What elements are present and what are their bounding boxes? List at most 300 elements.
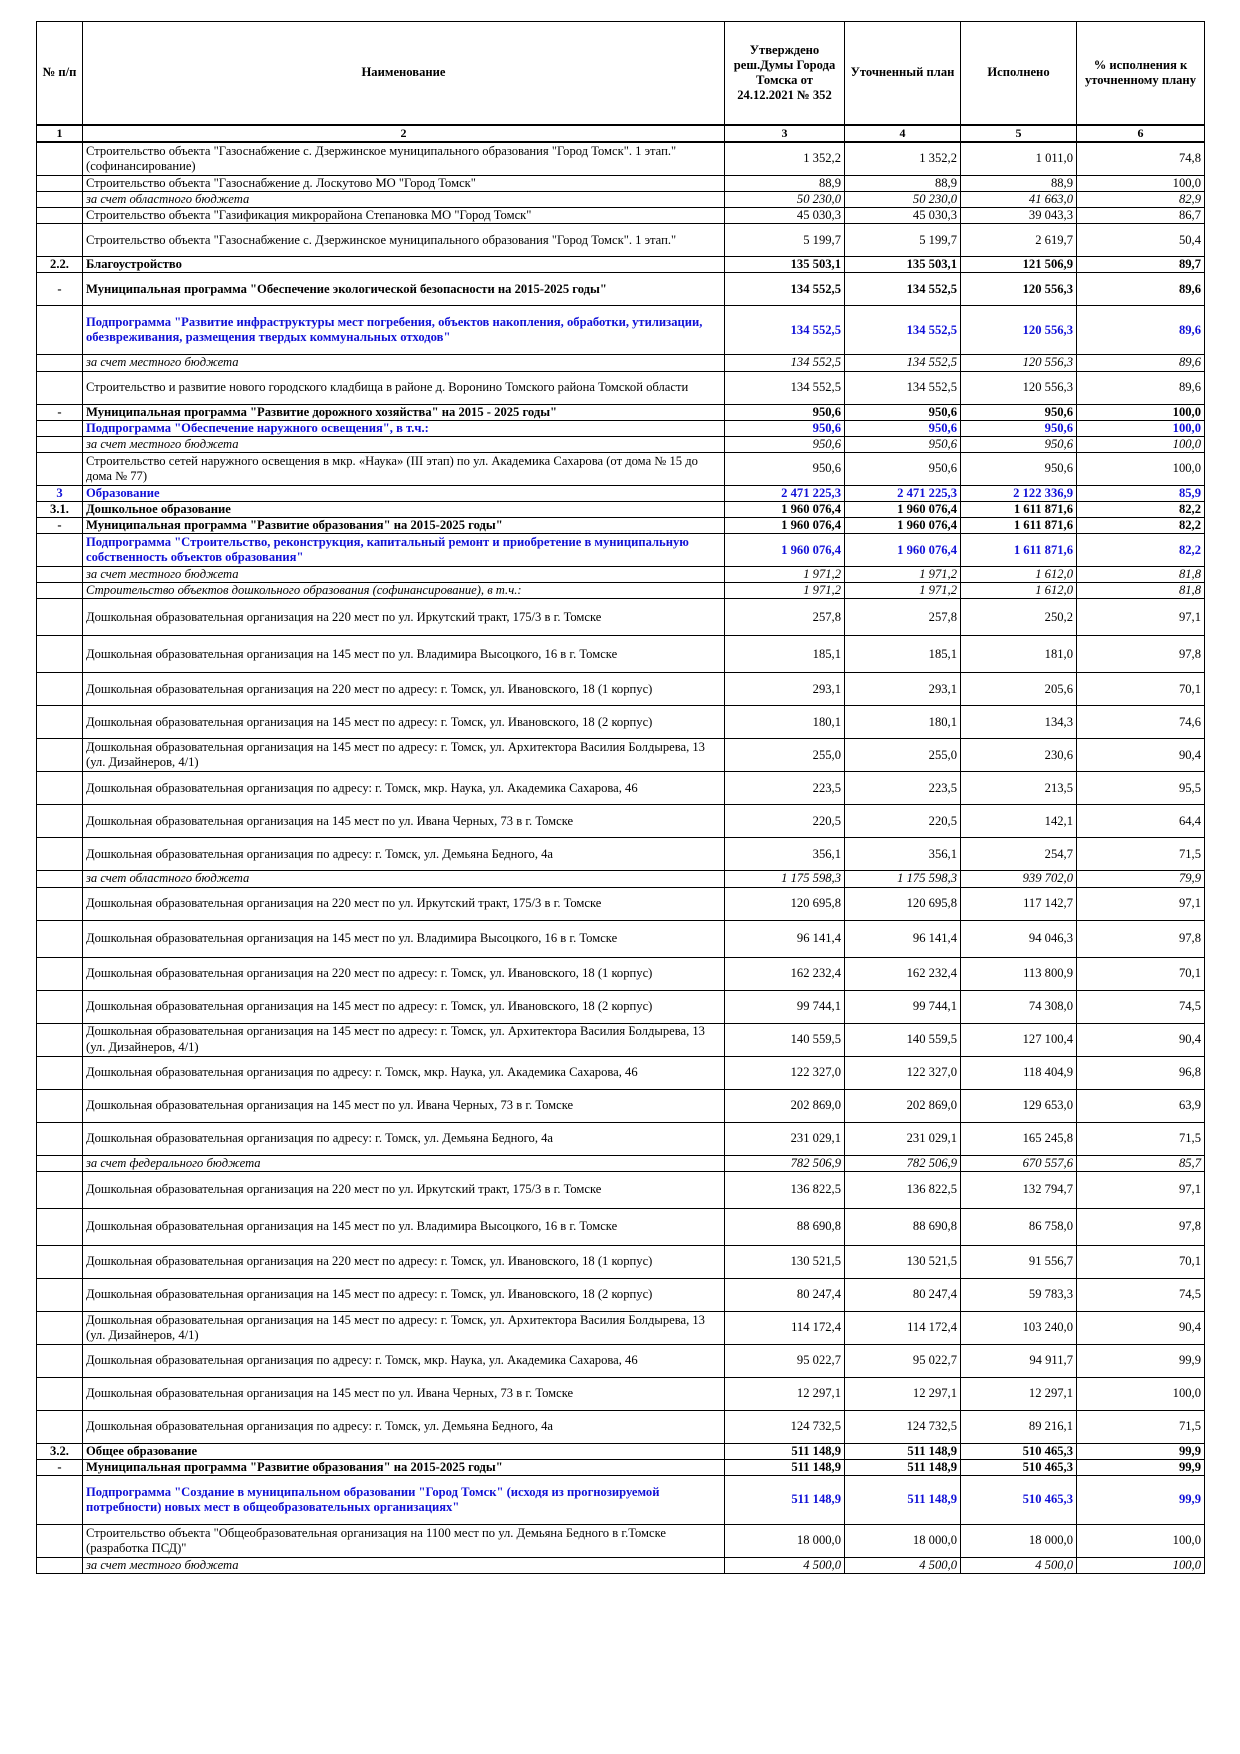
row-percent: 89,6 bbox=[1077, 273, 1205, 306]
row-executed: 88,9 bbox=[961, 176, 1077, 192]
row-name: Муниципальная программа "Обеспечение экологической безопасности на 2015-2025 годы" bbox=[83, 273, 725, 306]
row-name: Строительство объекта "Газоснабжение с. Дзержинское муниципального образования "Город Томск". 1 этап." (софинансирование) bbox=[83, 142, 725, 176]
row-name: Дошкольная образовательная организация на 145 мест по адресу: г. Томск, ул. Ивановского, 18 (2 корпус) bbox=[83, 1278, 725, 1311]
row-percent: 90,4 bbox=[1077, 1311, 1205, 1344]
row-approved: 293,1 bbox=[725, 673, 845, 706]
row-percent: 100,0 bbox=[1077, 1524, 1205, 1557]
row-revised-plan: 950,6 bbox=[845, 404, 961, 420]
row-approved: 202 869,0 bbox=[725, 1089, 845, 1122]
row-name: Строительство объектов дошкольного образования (софинансирование), в т.ч.: bbox=[83, 583, 725, 599]
row-approved: 356,1 bbox=[725, 838, 845, 871]
row-revised-plan: 88,9 bbox=[845, 176, 961, 192]
row-revised-plan: 120 695,8 bbox=[845, 887, 961, 920]
table-row bbox=[37, 1377, 1205, 1410]
row-executed: 2 122 336,9 bbox=[961, 485, 1077, 501]
row-name: Благоустройство bbox=[83, 257, 725, 273]
document-page bbox=[36, 21, 1204, 1574]
row-percent: 70,1 bbox=[1077, 673, 1205, 706]
table-row bbox=[37, 1023, 1205, 1056]
row-approved: 950,6 bbox=[725, 452, 845, 485]
row-number bbox=[37, 1089, 83, 1122]
row-name: Подпрограмма "Создание в муниципальном образовании "Город Томск" (исходя из прогнозируемой потребности) новых мест в общеобразовательных организациях" bbox=[83, 1475, 725, 1524]
row-approved: 50 230,0 bbox=[725, 192, 845, 208]
row-approved: 4 500,0 bbox=[725, 1557, 845, 1573]
row-number: 3.2. bbox=[37, 1443, 83, 1459]
row-percent: 50,4 bbox=[1077, 224, 1205, 257]
table-row bbox=[37, 920, 1205, 957]
row-revised-plan: 114 172,4 bbox=[845, 1311, 961, 1344]
row-percent: 89,6 bbox=[1077, 355, 1205, 371]
row-percent: 89,6 bbox=[1077, 371, 1205, 404]
row-revised-plan: 136 822,5 bbox=[845, 1171, 961, 1208]
row-percent: 100,0 bbox=[1077, 404, 1205, 420]
row-number: - bbox=[37, 273, 83, 306]
row-executed: 120 556,3 bbox=[961, 355, 1077, 371]
row-executed: 91 556,7 bbox=[961, 1245, 1077, 1278]
row-number bbox=[37, 534, 83, 567]
table-row bbox=[37, 1410, 1205, 1443]
row-number bbox=[37, 1056, 83, 1089]
budget-execution-table bbox=[36, 21, 1205, 1574]
row-name: Строительство объекта "Газификация микрорайона Степановка МО "Город Томск" bbox=[83, 208, 725, 224]
row-percent: 63,9 bbox=[1077, 1089, 1205, 1122]
table-row bbox=[37, 306, 1205, 355]
row-name: Общее образование bbox=[83, 1443, 725, 1459]
row-name: Дошкольная образовательная организация на 220 мест по адресу: г. Томск, ул. Ивановского, 18 (1 корпус) bbox=[83, 1245, 725, 1278]
row-executed: 121 506,9 bbox=[961, 257, 1077, 273]
row-number bbox=[37, 772, 83, 805]
row-executed: 12 297,1 bbox=[961, 1377, 1077, 1410]
row-revised-plan: 99 744,1 bbox=[845, 990, 961, 1023]
table-row bbox=[37, 1344, 1205, 1377]
row-executed: 94 911,7 bbox=[961, 1344, 1077, 1377]
row-approved: 134 552,5 bbox=[725, 355, 845, 371]
row-name: Дошкольная образовательная организация на 220 мест по ул. Иркутский тракт, 175/3 в г. Томске bbox=[83, 887, 725, 920]
row-revised-plan: 356,1 bbox=[845, 838, 961, 871]
row-percent: 97,1 bbox=[1077, 1171, 1205, 1208]
row-percent: 99,9 bbox=[1077, 1459, 1205, 1475]
row-revised-plan: 1 352,2 bbox=[845, 142, 961, 176]
row-percent: 70,1 bbox=[1077, 957, 1205, 990]
row-revised-plan: 1 960 076,4 bbox=[845, 501, 961, 517]
row-percent: 70,1 bbox=[1077, 1245, 1205, 1278]
table-header-row bbox=[37, 22, 1205, 126]
row-executed: 950,6 bbox=[961, 452, 1077, 485]
table-row bbox=[37, 805, 1205, 838]
row-percent: 81,8 bbox=[1077, 567, 1205, 583]
row-number bbox=[37, 599, 83, 636]
row-executed: 670 557,6 bbox=[961, 1155, 1077, 1171]
row-number bbox=[37, 957, 83, 990]
table-row bbox=[37, 436, 1205, 452]
row-executed: 89 216,1 bbox=[961, 1410, 1077, 1443]
row-name: Дошкольная образовательная организация на 145 мест по ул. Владимира Высоцкого, 16 в г. Томске bbox=[83, 1208, 725, 1245]
row-number bbox=[37, 739, 83, 772]
row-approved: 1 971,2 bbox=[725, 583, 845, 599]
row-executed: 230,6 bbox=[961, 739, 1077, 772]
row-executed: 939 702,0 bbox=[961, 871, 1077, 887]
table-row bbox=[37, 192, 1205, 208]
row-number bbox=[37, 436, 83, 452]
row-name: Строительство объекта "Общеобразовательная организация на 1100 мест по ул. Демьяна Бедного в г.Томске (разработка ПСД)" bbox=[83, 1524, 725, 1557]
table-row bbox=[37, 534, 1205, 567]
row-executed: 510 465,3 bbox=[961, 1443, 1077, 1459]
row-name: Дошкольная образовательная организация по адресу: г. Томск, ул. Демьяна Бедного, 4а bbox=[83, 838, 725, 871]
row-approved: 220,5 bbox=[725, 805, 845, 838]
header-approved: Утверждено реш.Думы Города Томска от 24.12.2021 № 352 bbox=[725, 22, 845, 126]
row-approved: 122 327,0 bbox=[725, 1056, 845, 1089]
row-name: Муниципальная программа "Развитие дорожного хозяйства" на 2015 - 2025 годы" bbox=[83, 404, 725, 420]
table-row bbox=[37, 1475, 1205, 1524]
row-percent: 74,5 bbox=[1077, 990, 1205, 1023]
row-number bbox=[37, 452, 83, 485]
table-row bbox=[37, 1208, 1205, 1245]
row-number bbox=[37, 583, 83, 599]
row-number bbox=[37, 990, 83, 1023]
row-name: Подпрограмма "Обеспечение наружного освещения", в т.ч.: bbox=[83, 420, 725, 436]
row-number bbox=[37, 706, 83, 739]
row-revised-plan: 45 030,3 bbox=[845, 208, 961, 224]
row-name: Дошкольная образовательная организация по адресу: г. Томск, мкр. Наука, ул. Академика Сахарова, 46 bbox=[83, 772, 725, 805]
header-number: № п/п bbox=[37, 22, 83, 126]
row-name: Подпрограмма "Развитие инфраструктуры мест погребения, объектов накопления, обработки, утилизации, обезвреживания, размещения твердых коммунальных отходов" bbox=[83, 306, 725, 355]
table-row bbox=[37, 257, 1205, 273]
row-executed: 1 612,0 bbox=[961, 583, 1077, 599]
row-executed: 118 404,9 bbox=[961, 1056, 1077, 1089]
row-executed: 1 011,0 bbox=[961, 142, 1077, 176]
row-approved: 88,9 bbox=[725, 176, 845, 192]
row-name: Дошкольная образовательная организация на 145 мест по адресу: г. Томск, ул. Ивановского, 18 (2 корпус) bbox=[83, 706, 725, 739]
row-approved: 88 690,8 bbox=[725, 1208, 845, 1245]
table-row bbox=[37, 1171, 1205, 1208]
row-percent: 81,8 bbox=[1077, 583, 1205, 599]
row-name: Дошкольная образовательная организация на 145 мест по адресу: г. Томск, ул. Архитектора Василия Болдырева, 13 (ул. Дизайнеров, 4/1) bbox=[83, 1023, 725, 1056]
table-row bbox=[37, 404, 1205, 420]
table-row bbox=[37, 957, 1205, 990]
row-executed: 950,6 bbox=[961, 436, 1077, 452]
row-revised-plan: 185,1 bbox=[845, 636, 961, 673]
row-name: Муниципальная программа "Развитие образования" на 2015-2025 годы" bbox=[83, 1459, 725, 1475]
row-executed: 4 500,0 bbox=[961, 1557, 1077, 1573]
row-number bbox=[37, 805, 83, 838]
row-name: за счет областного бюджета bbox=[83, 871, 725, 887]
row-name: за счет местного бюджета bbox=[83, 436, 725, 452]
row-approved: 950,6 bbox=[725, 420, 845, 436]
column-number-row bbox=[37, 125, 1205, 142]
row-revised-plan: 1 971,2 bbox=[845, 567, 961, 583]
row-number bbox=[37, 871, 83, 887]
row-executed: 2 619,7 bbox=[961, 224, 1077, 257]
row-name: Дошкольное образование bbox=[83, 501, 725, 517]
row-executed: 142,1 bbox=[961, 805, 1077, 838]
row-percent: 97,8 bbox=[1077, 1208, 1205, 1245]
row-percent: 95,5 bbox=[1077, 772, 1205, 805]
row-name: Дошкольная образовательная организация на 220 мест по ул. Иркутский тракт, 175/3 в г. Томске bbox=[83, 1171, 725, 1208]
table-row bbox=[37, 1089, 1205, 1122]
row-approved: 223,5 bbox=[725, 772, 845, 805]
row-approved: 99 744,1 bbox=[725, 990, 845, 1023]
row-percent: 100,0 bbox=[1077, 420, 1205, 436]
row-approved: 180,1 bbox=[725, 706, 845, 739]
table-row bbox=[37, 1245, 1205, 1278]
row-number bbox=[37, 636, 83, 673]
table-row bbox=[37, 739, 1205, 772]
row-revised-plan: 96 141,4 bbox=[845, 920, 961, 957]
row-revised-plan: 162 232,4 bbox=[845, 957, 961, 990]
row-approved: 1 960 076,4 bbox=[725, 534, 845, 567]
row-approved: 114 172,4 bbox=[725, 1311, 845, 1344]
row-executed: 74 308,0 bbox=[961, 990, 1077, 1023]
row-approved: 45 030,3 bbox=[725, 208, 845, 224]
row-number bbox=[37, 673, 83, 706]
table-row bbox=[37, 772, 1205, 805]
table-row bbox=[37, 887, 1205, 920]
row-name: Дошкольная образовательная организация на 145 мест по адресу: г. Томск, ул. Архитектора Василия Болдырева, 13 (ул. Дизайнеров, 4/1) bbox=[83, 1311, 725, 1344]
row-executed: 103 240,0 bbox=[961, 1311, 1077, 1344]
row-percent: 97,1 bbox=[1077, 599, 1205, 636]
row-number bbox=[37, 1245, 83, 1278]
row-approved: 257,8 bbox=[725, 599, 845, 636]
row-name: Дошкольная образовательная организация на 145 мест по адресу: г. Томск, ул. Архитектора Василия Болдырева, 13 (ул. Дизайнеров, 4/1) bbox=[83, 739, 725, 772]
row-executed: 120 556,3 bbox=[961, 306, 1077, 355]
row-name: Дошкольная образовательная организация по адресу: г. Томск, ул. Демьяна Бедного, 4а bbox=[83, 1122, 725, 1155]
row-name: Строительство сетей наружного освещения в мкр. «Наука» (III этап) по ул. Академика Сахарова (от дома № 15 до дома № 77) bbox=[83, 452, 725, 485]
row-revised-plan: 18 000,0 bbox=[845, 1524, 961, 1557]
row-percent: 71,5 bbox=[1077, 1122, 1205, 1155]
row-approved: 124 732,5 bbox=[725, 1410, 845, 1443]
row-number bbox=[37, 192, 83, 208]
row-approved: 950,6 bbox=[725, 404, 845, 420]
row-percent: 74,6 bbox=[1077, 706, 1205, 739]
row-executed: 1 612,0 bbox=[961, 567, 1077, 583]
header-executed: Исполнено bbox=[961, 22, 1077, 126]
row-revised-plan: 134 552,5 bbox=[845, 355, 961, 371]
row-name: Дошкольная образовательная организация по адресу: г. Томск, мкр. Наука, ул. Академика Сахарова, 46 bbox=[83, 1056, 725, 1089]
row-number: - bbox=[37, 518, 83, 534]
row-approved: 511 148,9 bbox=[725, 1475, 845, 1524]
row-revised-plan: 950,6 bbox=[845, 420, 961, 436]
row-executed: 1 611 871,6 bbox=[961, 501, 1077, 517]
table-row bbox=[37, 1122, 1205, 1155]
row-approved: 80 247,4 bbox=[725, 1278, 845, 1311]
row-name: Образование bbox=[83, 485, 725, 501]
row-percent: 82,9 bbox=[1077, 192, 1205, 208]
table-row bbox=[37, 420, 1205, 436]
row-number bbox=[37, 142, 83, 176]
row-percent: 100,0 bbox=[1077, 176, 1205, 192]
row-number: - bbox=[37, 404, 83, 420]
row-number bbox=[37, 224, 83, 257]
column-number: 6 bbox=[1077, 125, 1205, 142]
row-name: Дошкольная образовательная организация на 220 мест по адресу: г. Томск, ул. Ивановского, 18 (1 корпус) bbox=[83, 673, 725, 706]
row-revised-plan: 511 148,9 bbox=[845, 1459, 961, 1475]
row-percent: 96,8 bbox=[1077, 1056, 1205, 1089]
header-percent: % исполнения к уточненному плану bbox=[1077, 22, 1205, 126]
row-number bbox=[37, 1557, 83, 1573]
row-executed: 205,6 bbox=[961, 673, 1077, 706]
row-executed: 213,5 bbox=[961, 772, 1077, 805]
row-revised-plan: 50 230,0 bbox=[845, 192, 961, 208]
table-row bbox=[37, 636, 1205, 673]
row-executed: 127 100,4 bbox=[961, 1023, 1077, 1056]
row-percent: 82,2 bbox=[1077, 534, 1205, 567]
row-name: Подпрограмма "Строительство, реконструкция, капитальный ремонт и приобретение в муниципальную собственность объектов образования" bbox=[83, 534, 725, 567]
row-approved: 511 148,9 bbox=[725, 1443, 845, 1459]
row-name: Дошкольная образовательная организация на 220 мест по ул. Иркутский тракт, 175/3 в г. Томске bbox=[83, 599, 725, 636]
row-executed: 94 046,3 bbox=[961, 920, 1077, 957]
row-name: Дошкольная образовательная организация по адресу: г. Томск, мкр. Наука, ул. Академика Сахарова, 46 bbox=[83, 1344, 725, 1377]
table-row bbox=[37, 838, 1205, 871]
row-approved: 134 552,5 bbox=[725, 371, 845, 404]
table-row bbox=[37, 1524, 1205, 1557]
table-row bbox=[37, 371, 1205, 404]
row-name: Дошкольная образовательная организация на 145 мест по адресу: г. Томск, ул. Ивановского, 18 (2 корпус) bbox=[83, 990, 725, 1023]
row-percent: 99,9 bbox=[1077, 1344, 1205, 1377]
row-revised-plan: 134 552,5 bbox=[845, 306, 961, 355]
row-approved: 136 822,5 bbox=[725, 1171, 845, 1208]
table-row bbox=[37, 1056, 1205, 1089]
row-number bbox=[37, 1155, 83, 1171]
row-revised-plan: 1 971,2 bbox=[845, 583, 961, 599]
table-row bbox=[37, 871, 1205, 887]
row-percent: 79,9 bbox=[1077, 871, 1205, 887]
column-number: 4 bbox=[845, 125, 961, 142]
row-name: Дошкольная образовательная организация на 145 мест по ул. Ивана Черных, 73 в г. Томске bbox=[83, 805, 725, 838]
header-revised-plan: Уточненный план bbox=[845, 22, 961, 126]
row-percent: 100,0 bbox=[1077, 452, 1205, 485]
row-approved: 2 471 225,3 bbox=[725, 485, 845, 501]
row-revised-plan: 1 960 076,4 bbox=[845, 518, 961, 534]
row-percent: 71,5 bbox=[1077, 838, 1205, 871]
row-executed: 181,0 bbox=[961, 636, 1077, 673]
row-approved: 5 199,7 bbox=[725, 224, 845, 257]
row-percent: 100,0 bbox=[1077, 436, 1205, 452]
row-name: Строительство и развитие нового городского кладбища в районе д. Воронино Томского района Томской области bbox=[83, 371, 725, 404]
row-number bbox=[37, 1475, 83, 1524]
row-executed: 134,3 bbox=[961, 706, 1077, 739]
row-executed: 165 245,8 bbox=[961, 1122, 1077, 1155]
row-number bbox=[37, 1208, 83, 1245]
row-number bbox=[37, 567, 83, 583]
row-revised-plan: 293,1 bbox=[845, 673, 961, 706]
row-number bbox=[37, 887, 83, 920]
table-row bbox=[37, 1278, 1205, 1311]
row-name: Дошкольная образовательная организация на 145 мест по ул. Ивана Черных, 73 в г. Томске bbox=[83, 1089, 725, 1122]
row-executed: 39 043,3 bbox=[961, 208, 1077, 224]
row-executed: 129 653,0 bbox=[961, 1089, 1077, 1122]
row-name: Строительство объекта "Газоснабжение д. Лоскутово МО "Город Томск" bbox=[83, 176, 725, 192]
row-revised-plan: 135 503,1 bbox=[845, 257, 961, 273]
table-row bbox=[37, 142, 1205, 176]
column-number: 2 bbox=[83, 125, 725, 142]
row-revised-plan: 88 690,8 bbox=[845, 1208, 961, 1245]
row-executed: 250,2 bbox=[961, 599, 1077, 636]
row-percent: 74,8 bbox=[1077, 142, 1205, 176]
row-revised-plan: 202 869,0 bbox=[845, 1089, 961, 1122]
table-row bbox=[37, 1311, 1205, 1344]
row-number bbox=[37, 1122, 83, 1155]
row-approved: 135 503,1 bbox=[725, 257, 845, 273]
row-name: Дошкольная образовательная организация на 145 мест по ул. Владимира Высоцкого, 16 в г. Томске bbox=[83, 920, 725, 957]
row-percent: 71,5 bbox=[1077, 1410, 1205, 1443]
row-percent: 85,7 bbox=[1077, 1155, 1205, 1171]
row-approved: 782 506,9 bbox=[725, 1155, 845, 1171]
row-executed: 86 758,0 bbox=[961, 1208, 1077, 1245]
row-executed: 113 800,9 bbox=[961, 957, 1077, 990]
row-executed: 510 465,3 bbox=[961, 1475, 1077, 1524]
row-percent: 90,4 bbox=[1077, 739, 1205, 772]
row-name: за счет областного бюджета bbox=[83, 192, 725, 208]
row-revised-plan: 1 960 076,4 bbox=[845, 534, 961, 567]
row-revised-plan: 220,5 bbox=[845, 805, 961, 838]
row-approved: 1 175 598,3 bbox=[725, 871, 845, 887]
row-number: - bbox=[37, 1459, 83, 1475]
row-revised-plan: 1 175 598,3 bbox=[845, 871, 961, 887]
row-percent: 90,4 bbox=[1077, 1023, 1205, 1056]
row-percent: 89,7 bbox=[1077, 257, 1205, 273]
row-name: Дошкольная образовательная организация на 145 мест по ул. Владимира Высоцкого, 16 в г. Томске bbox=[83, 636, 725, 673]
table-row bbox=[37, 1459, 1205, 1475]
table-row bbox=[37, 273, 1205, 306]
row-percent: 99,9 bbox=[1077, 1443, 1205, 1459]
row-approved: 140 559,5 bbox=[725, 1023, 845, 1056]
row-revised-plan: 950,6 bbox=[845, 452, 961, 485]
row-number bbox=[37, 371, 83, 404]
row-revised-plan: 124 732,5 bbox=[845, 1410, 961, 1443]
row-executed: 18 000,0 bbox=[961, 1524, 1077, 1557]
row-percent: 74,5 bbox=[1077, 1278, 1205, 1311]
row-revised-plan: 140 559,5 bbox=[845, 1023, 961, 1056]
row-number: 3.1. bbox=[37, 501, 83, 517]
row-approved: 1 960 076,4 bbox=[725, 518, 845, 534]
row-percent: 82,2 bbox=[1077, 518, 1205, 534]
row-name: за счет федерального бюджета bbox=[83, 1155, 725, 1171]
row-number bbox=[37, 1023, 83, 1056]
row-name: Строительство объекта "Газоснабжение с. Дзержинское муниципального образования "Город Томск". 1 этап." bbox=[83, 224, 725, 257]
row-revised-plan: 134 552,5 bbox=[845, 273, 961, 306]
row-percent: 89,6 bbox=[1077, 306, 1205, 355]
row-revised-plan: 95 022,7 bbox=[845, 1344, 961, 1377]
row-percent: 64,4 bbox=[1077, 805, 1205, 838]
row-number bbox=[37, 355, 83, 371]
row-number: 3 bbox=[37, 485, 83, 501]
row-percent: 97,8 bbox=[1077, 636, 1205, 673]
row-approved: 185,1 bbox=[725, 636, 845, 673]
row-revised-plan: 511 148,9 bbox=[845, 1475, 961, 1524]
row-revised-plan: 130 521,5 bbox=[845, 1245, 961, 1278]
row-number bbox=[37, 306, 83, 355]
row-name: Дошкольная образовательная организация на 145 мест по ул. Ивана Черных, 73 в г. Томске bbox=[83, 1377, 725, 1410]
table-row bbox=[37, 485, 1205, 501]
row-revised-plan: 80 247,4 bbox=[845, 1278, 961, 1311]
column-number: 3 bbox=[725, 125, 845, 142]
row-revised-plan: 12 297,1 bbox=[845, 1377, 961, 1410]
row-revised-plan: 122 327,0 bbox=[845, 1056, 961, 1089]
row-number bbox=[37, 1278, 83, 1311]
table-row bbox=[37, 567, 1205, 583]
row-approved: 95 022,7 bbox=[725, 1344, 845, 1377]
row-name: Дошкольная образовательная организация по адресу: г. Томск, ул. Демьяна Бедного, 4а bbox=[83, 1410, 725, 1443]
row-percent: 85,9 bbox=[1077, 485, 1205, 501]
row-executed: 120 556,3 bbox=[961, 371, 1077, 404]
row-approved: 1 960 076,4 bbox=[725, 501, 845, 517]
row-percent: 86,7 bbox=[1077, 208, 1205, 224]
column-number: 5 bbox=[961, 125, 1077, 142]
row-percent: 99,9 bbox=[1077, 1475, 1205, 1524]
row-percent: 100,0 bbox=[1077, 1377, 1205, 1410]
row-number bbox=[37, 1377, 83, 1410]
row-approved: 96 141,4 bbox=[725, 920, 845, 957]
